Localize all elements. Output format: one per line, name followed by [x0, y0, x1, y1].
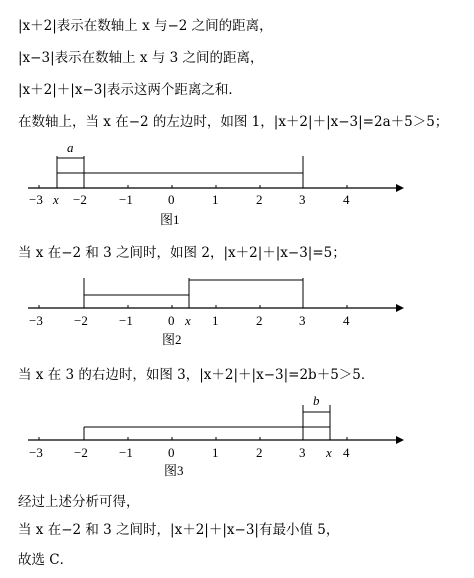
tick-label: 4 — [343, 192, 350, 207]
tick-label: 1 — [212, 445, 219, 460]
tick-label: 0 — [168, 192, 175, 207]
tick-label: 2 — [256, 192, 263, 207]
tick-label: 0 — [168, 313, 175, 328]
segment-label-a: a — [67, 140, 74, 155]
tick-label: 3 — [299, 445, 306, 460]
text-line-8: 当 x 在−2 和 3 之间时，|x＋2|＋|x−3|有最小值 5， — [18, 522, 340, 538]
tick-label: −3 — [29, 313, 43, 328]
text-line-5: 当 x 在−2 和 3 之间时，如图 2，|x＋2|＋|x−3|=5； — [18, 245, 346, 261]
figure-caption: 图3 — [164, 463, 184, 478]
tick-label: 1 — [212, 192, 219, 207]
text-line-2: |x−3|表示在数轴上 x 与 3 之间的距离， — [18, 50, 264, 66]
number-line-figure-3 — [0, 385, 474, 481]
tick-label: −3 — [29, 192, 43, 207]
text-line-4: 在数轴上，当 x 在−2 的左边时，如图 1，|x＋2|＋|x−3|=2a＋5＞5； — [18, 114, 449, 130]
number-line-figure-2 — [0, 262, 474, 352]
tick-label: −1 — [119, 445, 133, 460]
x-marker-label: x — [326, 445, 332, 460]
figure-caption: 图1 — [160, 212, 180, 227]
text-line-1: |x＋2|表示在数轴上 x 与−2 之间的距离， — [18, 18, 273, 34]
tick-label: −3 — [29, 445, 43, 460]
figure-caption: 图2 — [162, 332, 182, 347]
tick-label: 4 — [343, 445, 350, 460]
x-marker-label: x — [185, 313, 191, 328]
number-line-figure-1 — [0, 136, 474, 236]
segment-label-b: b — [313, 393, 320, 408]
tick-label: 4 — [343, 313, 350, 328]
tick-label: −2 — [73, 192, 87, 207]
tick-label: 2 — [256, 445, 263, 460]
tick-label: 3 — [299, 192, 306, 207]
tick-label: −2 — [74, 445, 88, 460]
tick-label: 2 — [256, 313, 263, 328]
text-line-9: 故选 C． — [18, 552, 74, 568]
text-line-7: 经过上述分析可得， — [18, 494, 140, 510]
tick-label: −1 — [119, 313, 133, 328]
text-line-3: |x＋2|＋|x−3|表示这两个距离之和． — [18, 82, 242, 98]
text-line-6: 当 x 在 3 的右边时，如图 3，|x＋2|＋|x−3|=2b＋5＞5． — [18, 367, 375, 383]
tick-label: 3 — [299, 313, 306, 328]
tick-label: 0 — [168, 445, 175, 460]
x-marker-label: x — [53, 192, 59, 207]
tick-label: −1 — [119, 192, 133, 207]
tick-label: −2 — [74, 313, 88, 328]
tick-label: 1 — [212, 313, 219, 328]
